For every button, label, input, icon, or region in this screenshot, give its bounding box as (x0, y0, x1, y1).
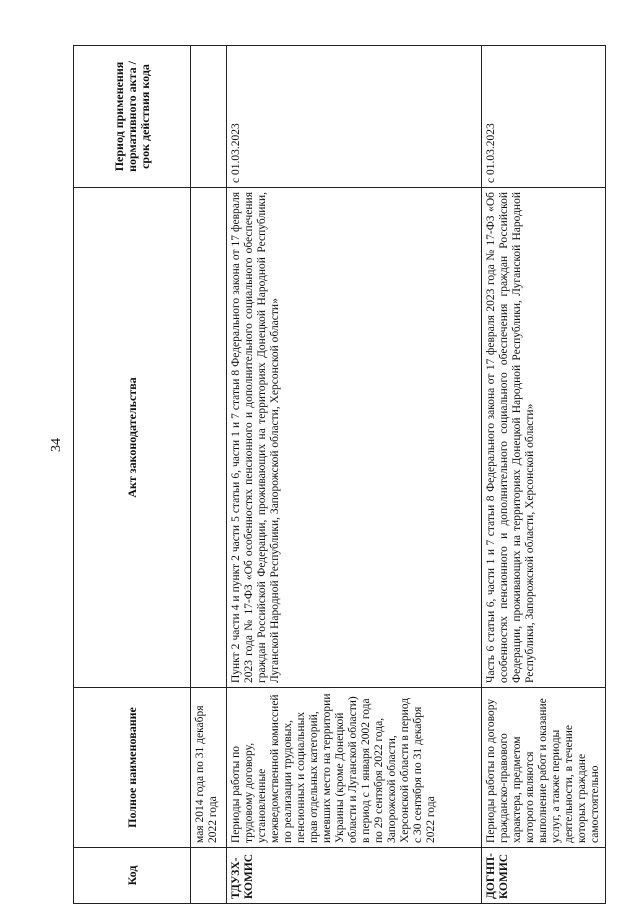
row-period: с 01.03.2023 (482, 46, 606, 188)
header-name: Полное наименование (74, 688, 191, 848)
header-code: Код (74, 848, 191, 904)
row-code: ТДУЗХ-КОМИС (227, 848, 482, 904)
row-period (191, 46, 227, 188)
row-period: с 01.03.2023 (227, 46, 482, 188)
table-row (482, 46, 606, 904)
page-number: 34 (49, 438, 64, 452)
row-name: мая 2014 года по 31 декабря 2022 года (191, 688, 227, 848)
legislation-codes-table (73, 45, 606, 904)
row-act (191, 188, 227, 688)
header-period: Период применения нормативного акта / срок действия кода (74, 46, 191, 188)
table-header-row (74, 46, 191, 904)
header-act: Акт законодательства (74, 188, 191, 688)
row-code (191, 848, 227, 904)
table-row (227, 46, 482, 904)
row-name: Периоды работы по договору гражданско-правового характера, предметом которого являются выполнение работ и оказание услуг, а также периоды деятельности, в течение которых граждане самостоятельно (482, 688, 606, 848)
rotated-table-wrapper (73, 46, 601, 904)
row-act: Пункт 2 части 4 и пункт 2 части 5 статьи 6, части 1 и 7 статьи 8 Федерального закона от 17 февраля 2023 года № 17-ФЗ «Об особенностях пенсионного и дополнительного социального обеспечения граждан Российской Федерации, проживающих на территориях Донецкой Народной Республики, Луганской Народной Республики, Запорожской области, Херсонской области» (227, 188, 482, 688)
table-row (191, 46, 227, 904)
row-code: ДОГНП-КОМИС (482, 848, 606, 904)
row-act: Часть 6 статьи 6, части 1 и 7 статьи 8 Федерального закона от 17 февраля 2023 года № 17-ФЗ «Об особенностях пенсионного и дополнительного социального обеспечения граждан Российской Федерации, проживающих на территориях Донецкой Народной Республики, Луганской Народной Республики, Запорожской области, Херсонской области» (482, 188, 606, 688)
row-name: Периоды работы по трудовому договору, установленные межведомственной комиссией по реализации трудовых, пенсионных и социальных прав отдельных категорий, имевших место на территории Украины (кроме Донецкой области и Луганской области) в период с 1 января 2002 года по 29 сентября 2022 года, Запорожской области, Херсонской области в период с 30 сентября по 31 декабря 2022 года (227, 688, 482, 848)
